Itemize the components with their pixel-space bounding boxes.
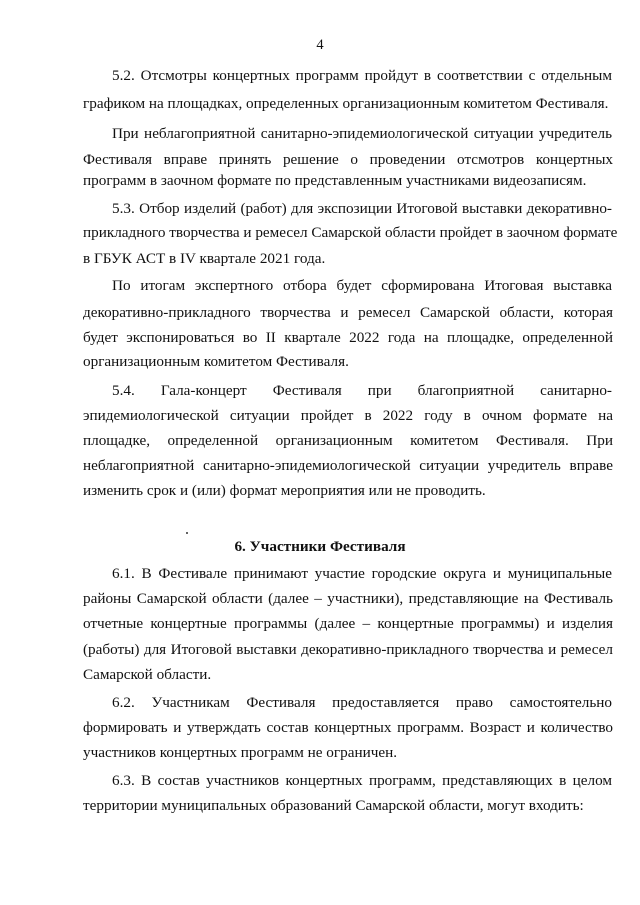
text-line: (работы) для Итоговой выставки декоративно-прикладного творчества и ремесел [83, 641, 613, 658]
text-line: формировать и утверждать состав концертных программ. Возраст и количество [83, 719, 613, 736]
text-line: будет экспонироваться во II квартале 2022 года на площадке, определенной [83, 329, 613, 346]
text-line: районы Самарской области (далее – участники), представляющие на Фестиваль [83, 590, 613, 607]
scan-speck [186, 532, 188, 534]
text-line: изменить срок и (или) формат мероприятия или не проводить. [83, 482, 486, 499]
text-line: неблагоприятной санитарно-эпидемиологической ситуации учредитель вправе [83, 457, 613, 474]
text-line: 6.2. Участникам Фестиваля предоставляется право самостоятельно [112, 694, 612, 711]
text-line: 5.3. Отбор изделий (работ) для экспозиции Итоговой выставки декоративно- [112, 200, 612, 217]
text-line: графиком на площадках, определенных организационным комитетом Фестиваля. [83, 95, 609, 112]
text-line: прикладного творчества и ремесел Самарской области пройдет в заочном формате [83, 224, 618, 241]
text-line: 6.3. В состав участников концертных программ, представляющих в целом [112, 772, 612, 789]
text-line: 5.4. Гала-концерт Фестиваля при благоприятной санитарно- [112, 382, 612, 399]
text-line: декоративно-прикладного творчества и ремесел Самарской области, которая [83, 304, 613, 321]
section-heading: 6. Участники Фестиваля [234, 538, 406, 555]
page-number: 4 [316, 37, 324, 53]
text-line: отчетные концертные программы (далее – концертные программы) и изделия [83, 615, 613, 632]
text-line: По итогам экспертного отбора будет сформирована Итоговая выставка [112, 277, 612, 294]
text-line: Фестиваля вправе принять решение о проведении отсмотров концертных [83, 151, 613, 168]
text-line: 5.2. Отсмотры концертных программ пройдут в соответствии с отдельным [112, 67, 612, 84]
text-line: участников концертных программ не ограничен. [83, 744, 398, 761]
text-line: Самарской области. [83, 666, 212, 683]
text-line: площадке, определенной организационным комитетом Фестиваля. При [83, 432, 613, 449]
text-line: территории муниципальных образований Самарской области, могут входить: [83, 797, 584, 814]
text-line: 6.1. В Фестивале принимают участие городские округа и муниципальные [112, 565, 612, 582]
text-line: программ в заочном формате по представленным участниками видеозаписям. [83, 172, 587, 189]
text-line: эпидемиологической ситуации пройдет в 2022 году в очном формате на [83, 407, 613, 424]
text-line: в ГБУК АСТ в IV квартале 2021 года. [83, 250, 326, 267]
text-line: организационным комитетом Фестиваля. [83, 353, 349, 370]
text-line: При неблагоприятной санитарно-эпидемиологической ситуации учредитель [112, 125, 612, 142]
